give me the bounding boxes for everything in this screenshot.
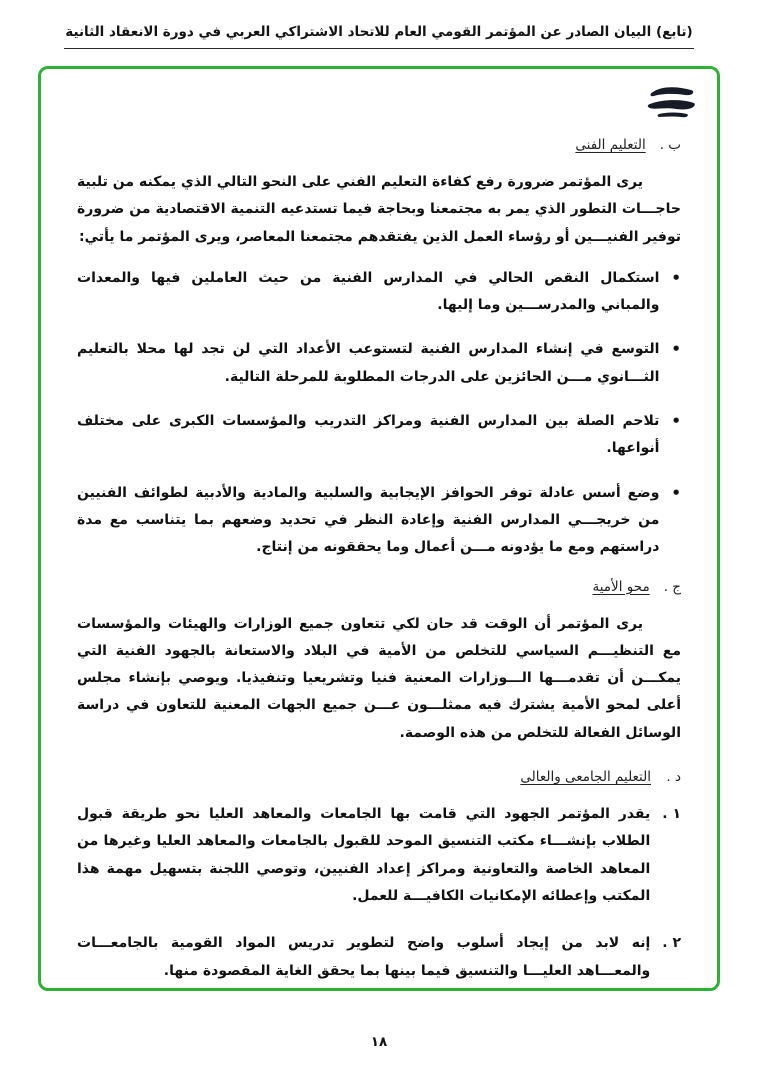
green-frame — [38, 66, 720, 991]
bullet-text: تلاحم الصلة بين المدارس الفنية ومراكز التدريب والمؤسسات الكبرى على مختلف أنواعها. — [77, 413, 660, 457]
page-number: ١٨ — [370, 1034, 388, 1050]
bullet-text: وضع أسس عادلة توفر الحوافز الإيجابية والسلبية والمادية والأدبية لطوائف الفنيين من خريجـــي المدارس الفنية وإعادة النظر في تحديد وضعهم بما يتناسب مع مدة دراستهم ومع ما يؤدونه مـــن أعمال وما يحققونه من إنتاج. — [77, 484, 660, 556]
section-heading-technical — [77, 137, 681, 153]
item-text: يقدر المؤتمر الجهود التي قامت بها الجامعات والمعاهد العليا نحو طريقة قبول الطلاب بإنشـــاء مكتب التنسيق الموحد للقبول بالجامعات والمعاهد العليا وغيرها من المعاهد الخاصة والتعاونية ومراكز إعداد الفنيين، وتوصي اللجنة بتسهيل مهمة هذا المكتب وإعطائه الإمكانيات الكافيـــة للعمل. — [77, 806, 651, 904]
section-title: محو الأمية — [592, 578, 650, 595]
section-letter: د . — [666, 769, 681, 786]
section-letter: ج . — [663, 578, 681, 595]
literacy-paragraph: يرى المؤتمر أن الوقت قد حان لكي تتعاون جميع الوزارات والهيئات والمؤسسات مع التنظيـــم السياسي للتخلص من الأمية في البلاد والاستعانة بالجهود الفنية التي يمكـــن أن تقدمـــها الـــوزارات المعنية فنيا وتشريعيا وتنفيذيا. ويوصي بإنشاء مجلس أعلى لمحو الأمية يشترك فيه ممثلـــون عـــن جميع الجهات المعنية للتعاون في دراسة الوسائل الفعالة للتخلص من هذه الوصمة. — [77, 615, 681, 741]
bullet-icon: • — [671, 340, 681, 359]
bullet-text: استكمال النقص الحالي في المدارس الفنية من حيث العاملين فيها والمعدات والمباني والمدرســـين وما إليها. — [77, 269, 660, 314]
technical-intro-paragraph: يرى المؤتمر ضرورة رفع كفاءة التعليم الفني على النحو التالي الذي يمكنه من تلبية حاجـــات التطور الذي يمر به مجتمعنا وبحاجة فيما تستدعيه التنمية الاقتصادية من ضرورة توفير الفنيـــين أو رؤساء العمل الذين يفتقدهم مجتمعنا المعاصر، ويرى المؤتمر ما يأتي: — [77, 174, 681, 245]
page-header: (تابع) البيان الصادر عن المؤتمر القومي العام للاتحاد الاشتراكي العربي في دورة الانعقاد الثانية — [65, 24, 693, 40]
item-text: إنه لابد من إيجاد أسلوب واضح لتطوير تدريس المواد القومية بالجامعـــات والمعـــاهد العليـــا والتنسيق فيما بينها بما يحقق الغاية المقصودة منها. — [77, 935, 651, 979]
bullet-icon: • — [671, 483, 681, 502]
bullet-text: التوسع في إنشاء المدارس الفنية لتستوعب الأعداد التي لن تجد لها محلا بالتعليم الثـــانوي مـــن الحائزين على الدرجات المطلوبة للمرحلة التالية. — [77, 341, 660, 385]
list-item — [77, 265, 681, 320]
bullet-icon: • — [671, 268, 681, 287]
item-number: ٢ . — [662, 935, 681, 952]
emblem-stamp-icon — [645, 85, 699, 121]
item-number: ١ . — [662, 806, 681, 823]
section-title: التعليم الجامعى والعالى — [520, 769, 651, 786]
header-rule — [64, 48, 694, 49]
list-item — [77, 930, 681, 985]
list-item — [77, 336, 681, 391]
section-title: التعليم الفنى — [575, 137, 646, 153]
section-heading-university — [77, 769, 681, 785]
technical-bullet-list — [77, 265, 681, 562]
list-item — [77, 408, 681, 463]
university-numbered-list — [77, 801, 681, 985]
section-letter: ب . — [659, 137, 681, 153]
list-item — [77, 801, 681, 910]
bullet-icon: • — [671, 412, 681, 431]
list-item — [77, 480, 681, 562]
section-heading-literacy — [77, 579, 681, 595]
